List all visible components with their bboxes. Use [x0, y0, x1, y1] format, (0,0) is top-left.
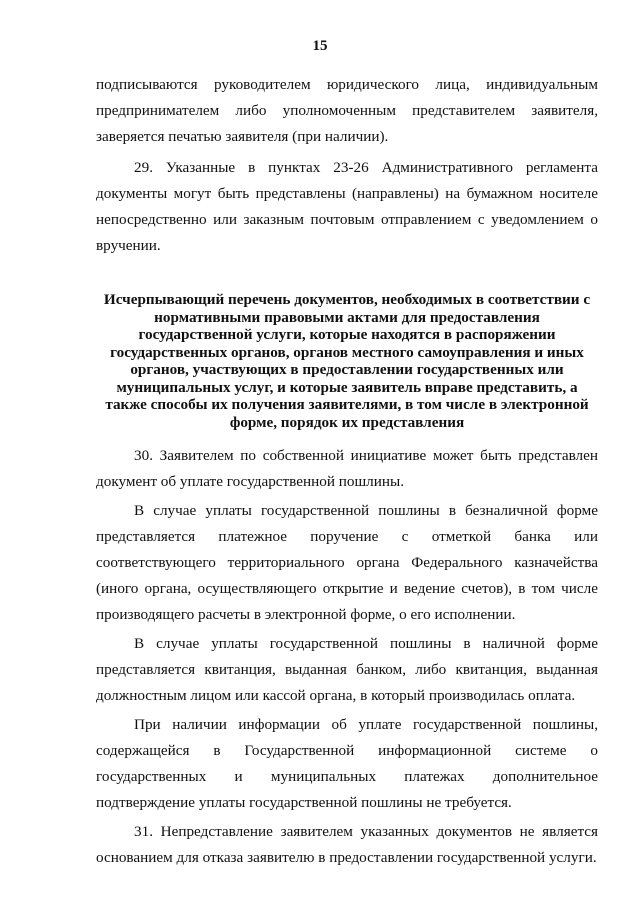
paragraph-29: 29. Указанные в пунктах 23-26 Административного регламента документы могут быть представлены (направлены) на бумажном носителе непосредственно или заказным почтовым отправлением с уведомлением о вручении. — [96, 159, 598, 254]
paragraph-gis-info: При наличии информации об уплате государственной пошлины, содержащейся в Государственной информационной системе о государственных и муниципальных платежах дополнительное подтверждение уплаты государственной пошлины не требуется. — [96, 716, 598, 811]
section-heading: Исчерпывающий перечень документов, необходимых в соответствии с нормативными правовыми актами для предоставления государственной услуги, которые находятся в распоряжении государственных органов, органов местного самоуправления и иных органов, участвующих в предоставлении государственных или муниципальных услуг, и которые заявитель вправе представить, а также способы их получения заявителями, в том числе в электронной форме, порядок их представления — [103, 291, 591, 431]
paragraph-31: 31. Непредставление заявителем указанных документов не является основанием для отказа заявителю в предоставлении государственной услуги. — [96, 823, 598, 866]
paragraph-cashless-payment: В случае уплаты государственной пошлины в безналичной форме представляется платежное поручение с отметкой банка или соответствующего территориального органа Федерального казначейства (иного органа, осуществляющего открытие и ведение счетов), в том числе производящего расчеты в электронной форме, о его исполнении. — [96, 502, 598, 623]
page-number: 15 — [312, 38, 328, 54]
paragraph-cash-payment: В случае уплаты государственной пошлины в наличной форме представляется квитанция, выданная банком, либо квитанция, выданная должностным лицом или кассой органа, в который производилась оплата. — [96, 635, 598, 704]
paragraph-30: 30. Заявителем по собственной инициативе может быть представлен документ об уплате государственной пошлины. — [96, 447, 598, 490]
page-content — [96, 72, 598, 871]
paragraph-continuation: подписываются руководителем юридического лица, индивидуальным предпринимателем либо уполномоченным представителем заявителя, заверяется печатью заявителя (при наличии). — [96, 76, 598, 145]
